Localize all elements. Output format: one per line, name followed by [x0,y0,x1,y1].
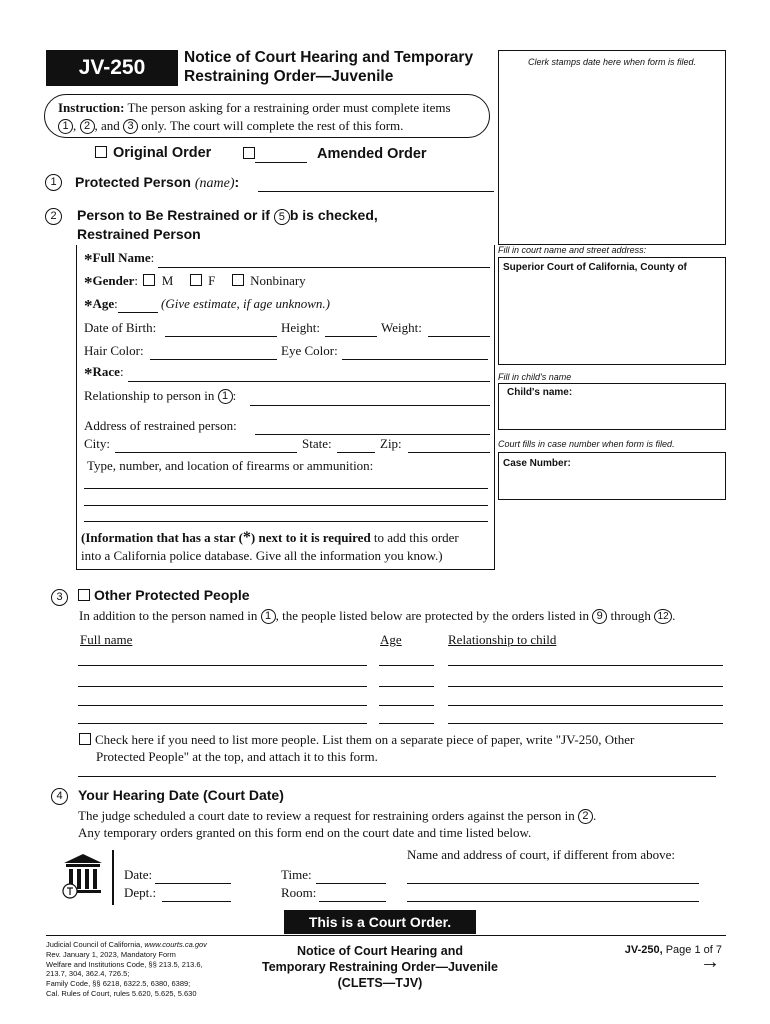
ref-circle-2: 2 [80,119,95,134]
address-label: Address of restrained person: [84,418,237,433]
ref-circle-12: 12 [654,609,672,624]
footer-form-id: JV-250, [624,944,663,956]
other-name-field-1[interactable] [78,665,367,666]
footer-site-link[interactable]: www.courts.ca.gov [144,940,207,949]
dept-label: Dept.: [124,885,157,900]
instruction-sep: , [73,118,77,133]
section-2-title-c: Restrained Person [77,226,201,242]
col-relationship: Relationship to child [448,632,557,647]
court-other-field-1[interactable] [407,883,699,884]
hearing-box-bar [112,850,114,905]
gender-nonbinary-checkbox[interactable] [232,274,244,286]
footer-left-1 [46,940,207,950]
full-name-field[interactable] [158,267,490,268]
footer-page-number: Page 1 of 7 [665,944,722,956]
gender-nonbinary-label: Nonbinary [250,273,306,288]
room-field[interactable] [319,901,386,902]
amended-order-row [243,146,427,163]
eye-label: Eye Color: [281,343,338,358]
other-age-field-4[interactable] [379,723,434,724]
ref-circle-1: 1 [261,609,276,624]
time-label: Time: [281,867,312,882]
name-hint: (name) [194,176,235,191]
required-star: * [84,273,93,292]
child-name-text: Child's name: [507,387,573,398]
other-name-field-3[interactable] [78,705,367,706]
court-label: Fill in court name and street address: [498,245,647,255]
case-number-text: Case Number: [503,458,571,469]
section-2-title [77,206,378,244]
other-rel-field-4[interactable] [448,723,723,724]
court-other-label: Name and address of court, if different from above: [407,847,675,862]
section-4-title: Your Hearing Date (Court Date) [78,787,284,803]
more-people-text-1: Check here if you need to list more people. List them on a separate piece of paper, write "JV-250, Other [95,732,635,747]
other-age-field-1[interactable] [379,665,434,666]
section-divider [78,776,716,777]
s3-text-a: In addition to the person named in [79,608,258,623]
s3-text-d: . [672,608,676,623]
gender-f-label: F [208,273,216,288]
other-rel-field-3[interactable] [448,705,723,706]
city-field[interactable] [115,452,297,453]
required-star: * [84,364,93,383]
footer-left-2: Rev. January 1, 2023, Mandatory Form [46,949,176,959]
gender-m-label: M [161,273,174,288]
clerk-stamp-box [498,50,726,245]
section-2-title-b: b is checked, [289,207,378,223]
state-field[interactable] [337,452,375,453]
footer-center-1: Notice of Court Hearing and [297,944,463,958]
firearms-field-line2[interactable] [84,505,488,506]
other-age-field-2[interactable] [379,686,434,687]
date-field[interactable] [155,883,231,884]
original-order-checkbox[interactable] [95,146,107,158]
weight-label: Weight: [381,320,422,335]
other-name-field-2[interactable] [78,686,367,687]
relationship-label: Relationship to person in [84,388,215,403]
race-label: Race [92,364,120,379]
dob-label: Date of Birth: [84,320,157,335]
ref-circle-5: 5 [274,209,290,225]
form-title-line2: Restraining Order—Juvenile [184,68,394,85]
next-page-arrow-icon[interactable]: → [700,951,720,973]
footer-rule [46,935,726,936]
colon: : [234,174,240,190]
ref-circle-2: 2 [578,809,593,824]
section-1-number: 1 [45,174,62,191]
section-4-number: 4 [51,788,68,805]
amended-order-checkbox[interactable] [243,147,255,159]
date-label: Date: [124,867,153,882]
footer-left-6: Cal. Rules of Court, rules 5.620, 5.625, 5.630 [46,988,197,998]
court-other-field-2[interactable] [407,901,699,902]
other-age-field-3[interactable] [379,705,434,706]
original-order-label: Original Order [113,145,212,161]
protected-person-title: Protected Person [75,174,191,190]
race-row: *Race: [84,364,124,383]
state-label: State: [302,436,332,451]
amended-order-number-field[interactable] [255,146,307,163]
room-label: Room: [281,885,317,900]
dept-field[interactable] [162,901,231,902]
amended-order-label: Amended Order [317,146,427,162]
address-field[interactable] [255,434,490,435]
age-field[interactable] [118,296,158,313]
section-3-number: 3 [51,589,68,606]
instruction-sep: , and [94,118,120,133]
height-field[interactable] [325,336,377,337]
section-3-text [79,608,675,624]
section-3-title: Other Protected People [94,587,250,603]
firearms-field-line3[interactable] [84,521,488,522]
s3-text-b: , the people listed below are protected by the orders listed in [275,608,589,623]
gender-row: *Gender: M F Nonbinary [84,273,306,292]
relationship-field[interactable] [250,405,490,406]
time-field[interactable] [316,883,386,884]
footer-center-2: Temporary Restraining Order—Juvenile [262,960,498,974]
instruction-text-1: The person asking for a restraining order must complete items [127,100,451,115]
instruction-text [58,99,488,135]
ref-circle-1: 1 [218,389,233,404]
ref-circle-3: 3 [123,119,138,134]
note-bold-b: ) next to it is required [250,530,371,545]
age-label: Age [92,296,115,311]
footer-council: Judicial Council of California, [46,940,143,949]
clerk-stamp-label: Clerk stamps date here when form is filed. [527,57,697,67]
court-name-text: Superior Court of California, County of [503,262,687,273]
child-label: Fill in child's name [498,372,572,382]
note-line2: into a California police database. Give all the information you know.) [81,548,443,563]
other-protected-checkbox[interactable] [78,589,90,601]
firearms-label: Type, number, and location of firearms or ammunition: [87,458,374,473]
footer-left [46,940,207,999]
note-bold-a: (Information that has a star ( [81,530,243,545]
section-2-title-a: Person to Be Restrained or if [77,207,270,223]
required-info-note [81,529,491,565]
form-id-badge: JV-250 [46,50,178,86]
s4-text-a: The judge scheduled a court date to review a request for restraining orders against the person in [78,808,575,823]
required-star: * [84,296,93,315]
court-order-banner: This is a Court Order. [284,910,476,934]
footer-center [230,943,530,991]
gender-label: Gender [92,273,135,288]
footer-left-3: Welfare and Institutions Code, §§ 213.5, 213.6, [46,959,203,969]
age-row: *Age: (Give estimate, if age unknown.) [84,296,331,315]
protected-person-name-field[interactable] [258,191,494,192]
required-star: * [84,250,93,269]
note-rest: to add this order [373,530,459,545]
instruction-label: Instruction: [58,100,125,115]
other-name-field-4[interactable] [78,723,367,724]
firearms-field-line1[interactable] [84,488,488,489]
dob-field[interactable] [165,336,277,337]
zip-field[interactable] [408,452,490,453]
ref-circle-9: 9 [592,609,607,624]
court-name-box[interactable] [498,257,726,365]
section-4-text-2: Any temporary orders granted on this form end on the court date and time listed below. [78,825,532,840]
order-type-row [95,145,211,161]
form-title-line1: Notice of Court Hearing and Temporary [184,49,474,66]
race-field[interactable] [128,381,490,382]
section-2-number: 2 [45,208,62,225]
other-rel-field-2[interactable] [448,686,723,687]
relationship-row: Relationship to person in 1 : [84,388,237,403]
full-name-label: *Full Name: [84,250,155,269]
height-label: Height: [281,320,320,335]
note-star: * [242,529,251,546]
ref-circle-1: 1 [58,119,73,134]
gender-m-checkbox[interactable] [143,274,155,286]
form-title [184,48,473,86]
s4-text-b: . [592,808,597,823]
section-3-title-row [78,587,250,603]
s3-text-c: through [610,608,651,623]
more-people-row [79,731,719,765]
case-label: Court fills in case number when form is filed. [498,439,675,449]
footer-left-5: Family Code, §§ 6218, 6322.5, 6380, 6389; [46,979,191,989]
city-label: City: [84,436,111,451]
child-name-box[interactable] [498,383,726,430]
footer-left-4: 213.7, 304, 362.4, 726.5; [46,969,130,979]
section-4-text-1 [78,808,596,824]
col-full-name: Full name [80,632,133,647]
more-people-text-2: Protected People" at the top, and attach it to this form. [96,749,378,764]
section-1-title [75,174,239,192]
hair-label: Hair Color: [84,343,144,358]
col-age: Age [380,632,402,647]
eye-color-field[interactable] [342,359,488,360]
courthouse-icon [58,851,108,901]
weight-field[interactable] [428,336,490,337]
case-number-box[interactable] [498,452,726,500]
zip-label: Zip: [380,436,402,451]
gender-f-checkbox[interactable] [190,274,202,286]
hair-color-field[interactable] [150,359,277,360]
full-name-text: Full Name [92,250,151,265]
age-hint: (Give estimate, if age unknown.) [161,296,331,311]
other-rel-field-1[interactable] [448,665,723,666]
footer-center-3: (CLETS—TJV) [337,976,423,990]
instruction-text-2: only. The court will complete the rest of this form. [141,118,404,133]
more-people-checkbox[interactable] [79,733,91,745]
